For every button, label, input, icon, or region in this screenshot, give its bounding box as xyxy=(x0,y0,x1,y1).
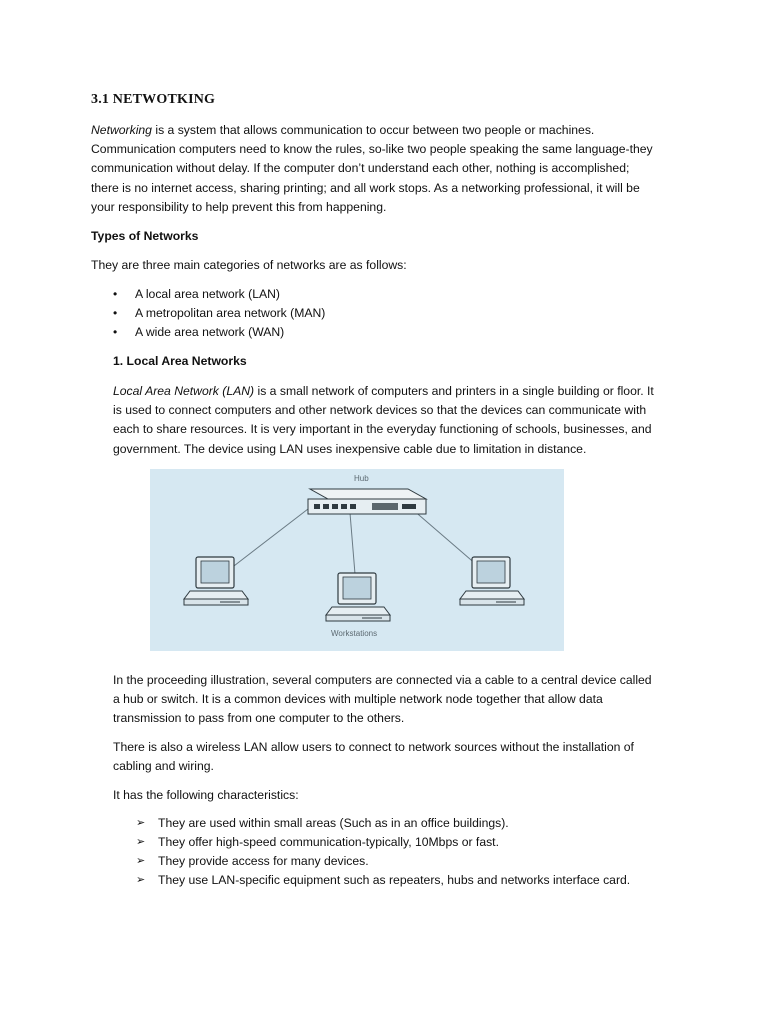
section-heading: 3.1 NETWOTKING xyxy=(91,92,216,107)
hub-icon xyxy=(308,489,426,514)
types-heading: Types of Networks xyxy=(91,229,199,243)
list-item: • A local area network (LAN) xyxy=(113,285,325,304)
bullet-icon: • xyxy=(113,325,118,339)
computer-icon xyxy=(326,573,390,621)
characteristics-list xyxy=(136,814,630,890)
list-item: ➢ They provide access for many devices. xyxy=(136,852,630,871)
lan-heading: 1. Local Area Networks xyxy=(113,354,247,368)
characteristics-lead: It has the following characteristics: xyxy=(113,788,299,802)
intro-term: Networking xyxy=(91,123,152,137)
intro-line: Communication computers need to know the rules, so-like two people speaking the same language-they xyxy=(91,142,653,157)
intro-line: there is no internet access, sharing printing; and all work stops. As a networking professional, it will be xyxy=(91,180,640,195)
arrow-bullet-icon: ➢ xyxy=(136,817,146,829)
list-item: • A wide area network (WAN) xyxy=(113,323,325,342)
illustration-paragraph: In the proceeding illustration, several computers are connected via a cable to a central device called a hub or switch. It is a common devices with multiple network node together that allow data transmission to pass from one computer to the others. xyxy=(113,673,652,726)
list-item: ➢ They use LAN-specific equipment such as repeaters, hubs and networks interface card. xyxy=(136,871,630,890)
network-types-list xyxy=(113,285,325,342)
arrow-bullet-icon: ➢ xyxy=(136,874,146,886)
lan-diagram-svg xyxy=(150,469,564,651)
list-item: • A metropolitan area network (MAN) xyxy=(113,304,325,323)
workstations-label: Workstations xyxy=(331,629,378,638)
cable-line xyxy=(230,509,308,569)
hub-label: Hub xyxy=(354,474,369,483)
arrow-bullet-icon: ➢ xyxy=(136,836,146,848)
cable-line xyxy=(350,513,355,574)
types-lead: They are three main categories of networks are as follows: xyxy=(91,258,407,272)
intro-line: is a system that allows communication to occur between two people or machines. xyxy=(151,123,595,137)
bullet-icon: • xyxy=(113,306,118,320)
computer-icon xyxy=(460,557,524,605)
arrow-bullet-icon: ➢ xyxy=(136,855,146,867)
intro-paragraph xyxy=(91,121,691,217)
lan-diagram xyxy=(150,469,564,651)
list-item: ➢ They are used within small areas (Such as in an office buildings). xyxy=(136,814,630,833)
list-item: ➢ They offer high-speed communication-typically, 10Mbps or fast. xyxy=(136,833,630,852)
bullet-icon: • xyxy=(113,287,118,301)
wireless-paragraph: There is also a wireless LAN allow users to connect to network sources without the installation of cabling and wiring. xyxy=(113,740,634,774)
computer-icon xyxy=(184,557,248,605)
intro-line: your responsibility to help prevent this from happening. xyxy=(91,199,387,214)
intro-line: communication without delay. If the computer don’t understand each other, nothing is accomplished; xyxy=(91,161,630,176)
lan-term: Local Area Network (LAN) xyxy=(113,384,255,398)
lan-paragraph: Local Area Network (LAN) is a small network of computers and printers in a single building or floor. It is used to connect computers and other network devices so that the devices can communicate with each to share resources. It is very important in the everyday functioning of schools, businesses, and government. The device using LAN uses inexpensive cable due to limitation in distance. xyxy=(113,384,654,456)
